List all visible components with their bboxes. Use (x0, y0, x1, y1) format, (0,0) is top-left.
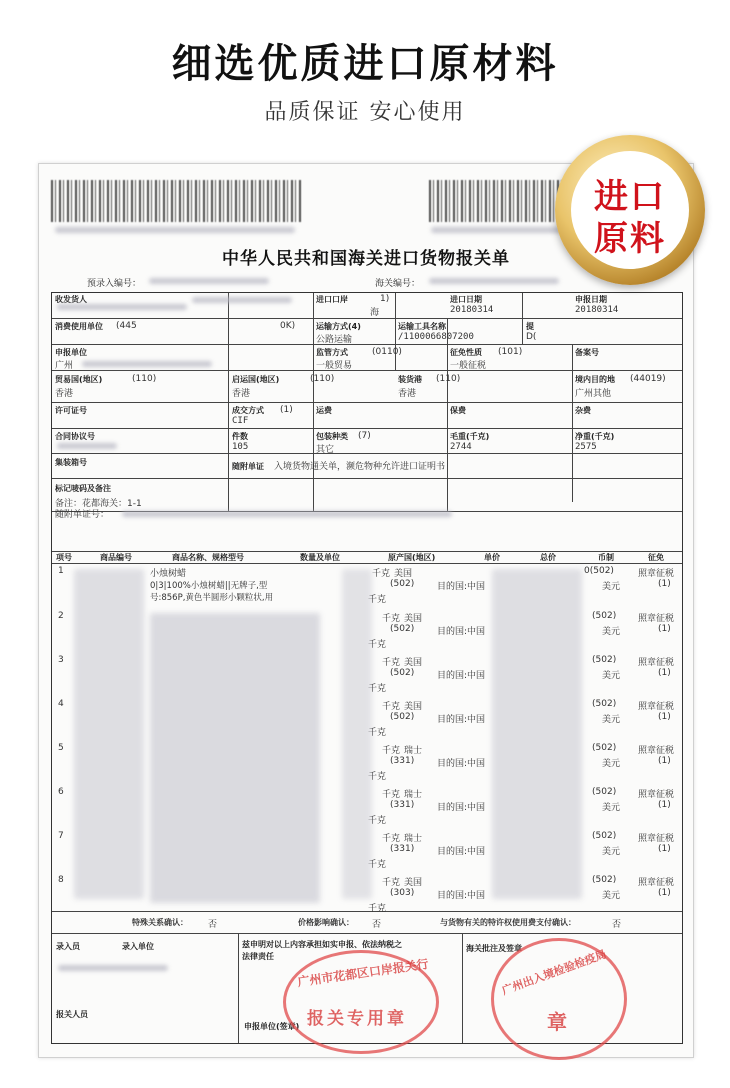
declare-date-value: 20180314 (575, 305, 619, 315)
trade-country-code: (110) (132, 374, 157, 384)
pieces-label: 件数 (232, 432, 248, 441)
redacted-hs-codes (74, 569, 144, 899)
container-label: 集装箱号 (55, 458, 87, 467)
depart-country-label: 启运国(地区) (232, 375, 280, 384)
attached-docs-label: 随附单证 (232, 462, 264, 471)
trade-country-label: 贸易国(地区) (55, 375, 103, 384)
col-item-no: 项号 (56, 553, 72, 562)
consumer-code: (445 (116, 321, 137, 331)
load-port-value: 香港 (398, 389, 417, 399)
redacted-qty (342, 569, 372, 899)
col-unit-price: 单价 (484, 553, 500, 562)
col-quantity: 数量及单位 (300, 553, 340, 562)
import-port-code: 1) (380, 294, 390, 304)
consignee-label: 收发货人 (55, 295, 87, 304)
vehicle-label: 运输工具名称 (398, 322, 446, 331)
vehicle-value: /1100066807200 (398, 332, 474, 342)
barcode-left (51, 180, 301, 222)
package-label: 包装种类 (316, 432, 348, 441)
customs-declaration-document: 中华人民共和国海关进口货物报关单 预录入编号： 海关编号： 收发货人 进口口岸 1) 海 进口日期 20180314 申报日期 20180314 消费使用单位 (445 0K) 运输方式(4) 公路运输 运输工具名称 /1100066807200 提 D( 申报单位 广州 监管方式 (0110) 一般贸易 征免性质 (101) 一般征税 备案号 贸易国(地区) (110) 香港 启运国(地区) (110) 香港 装货港 (110) 香港 境内目的地 (44019) 广州其他 许可证号 成交方式 (1) CIF 运费 保费 杂费 合同协议号 件数 105 包装种类 (7) 其它 毛重(千克) 2744 净重(千克) 2575 集装箱号 随附单证 入境货物通关单，濒危物种允许进口证明书 标记唛码及备注 备注：花都海关：1-1 随附单证号： 项号 商品编号 商品名称、规格型号 数量及单位 原产国(地区) 单价 总价 币制 征免 1 小烛树蜡 0|3|100%小烛树蜡||无牌子,型 号:856P,黄色半圆形小颗粒状,用 千克 美国 (502) 目的国:中国 0(502) 美元 照章征税 (1) 千克 2 千克 美国 (502) 目的国:中国 (502) 美元 照章征税 (1) 千克 3 千克 美国 (502) 目的国:中国 (502) 美元 照章征税 (1) 千克 4 千克 美国 (502) 目的国:中国 (502) 美元 照章征税 (1) 千克 5 千克 瑞士 (331) 目的国:中国 (502) 美元 照章征税 (1) 千克 6 千克 瑞士 (331) 目的国:中国 (502) 美元 照章征税 (1) 千克 7 千克 瑞士 (331) 目的国:中国 (502) 美元 照章征税 (1) 千克 8 千克 美国 (303) 目的国:中国 (502) 美元 照章征税 (1) 千克 特殊关系确认： 否 价格影响确认： 否 与货物有关的特许权使用费支付确认： 否 录入员 录入单位 兹申明对以上内容承担如实申报、依法纳税之 法律责任 海关批注及签章 报关人员 申报单位(签章) 广州市花都区口岸报关行 报关专用章 广州出入境检验检疫局 章 (38, 163, 694, 1058)
load-port-label: 装货港 (398, 375, 422, 384)
destination-code: (44019) (630, 374, 666, 384)
special-relation-value: 否 (208, 920, 218, 930)
import-port-label: 进口口岸 (316, 295, 348, 304)
import-date-label: 进口日期 (450, 295, 482, 304)
applicant-label: 申报单位 (55, 348, 87, 357)
load-port-code: (110) (436, 374, 461, 384)
customs-number (429, 278, 559, 284)
supervise-value: 一般贸易 (316, 361, 353, 371)
import-date-value: 20180314 (450, 305, 494, 315)
transport-value: 公路运输 (316, 335, 353, 345)
entry-unit-value (58, 965, 168, 971)
destination-value: 广州其他 (575, 389, 612, 399)
col-hs-code: 商品编号 (100, 553, 132, 562)
marks-label: 标记唛码及备注 (55, 484, 111, 493)
package-code: (7) (358, 431, 371, 441)
applicant-blur (82, 361, 212, 367)
import-port-value: 海 (370, 308, 380, 318)
declare-unit-label: 申报单位(签章) (244, 1022, 300, 1031)
net-weight-label: 净重(千克) (575, 432, 615, 441)
col-goods-name: 商品名称、规格型号 (172, 553, 244, 562)
document-title: 中华人民共和国海关进口货物报关单 (222, 249, 510, 269)
remark-value: 备注：花都海关：1-1 (55, 499, 142, 509)
hero-subtitle: 品质保证 安心使用 (264, 100, 466, 125)
tax-nature-value: 一般征税 (450, 361, 487, 371)
col-total-price: 总价 (540, 553, 556, 562)
tax-nature-label: 征免性质 (450, 348, 482, 357)
consumer-label: 消费使用单位 (55, 322, 103, 331)
badge-line2: 原料 (594, 219, 666, 259)
entry-person-label: 录入员 (56, 942, 80, 951)
insurance-label: 保费 (450, 406, 466, 415)
customs-number-label: 海关编号： (375, 279, 421, 289)
depart-country-code: (110) (310, 374, 335, 384)
barcode-digits-right (431, 227, 571, 233)
record-number-label: 备案号 (575, 348, 599, 357)
transport-label: 运输方式(4) (316, 322, 361, 331)
declaration-line2: 法律责任 (242, 952, 274, 961)
bill-value: D( (526, 332, 537, 342)
trade-country-value: 香港 (55, 389, 74, 399)
gross-weight-label: 毛重(千克) (450, 432, 490, 441)
contract-label: 合同协议号 (55, 432, 95, 441)
imported-material-badge (555, 135, 705, 285)
deal-method-label: 成交方式 (232, 406, 264, 415)
special-relation-label: 特殊关系确认： (132, 918, 188, 927)
broker-label: 报关人员 (56, 1010, 88, 1019)
freight-label: 运费 (316, 406, 332, 415)
col-currency: 币制 (598, 553, 614, 562)
badge-line1: 进口 (594, 177, 666, 217)
entry-unit-label: 录入单位 (122, 942, 154, 951)
gross-weight-value: 2744 (450, 442, 472, 452)
col-origin: 原产国(地区) (388, 553, 436, 562)
royalty-value: 否 (612, 920, 622, 930)
hero-title: 细选优质进口原材料 (171, 41, 559, 87)
redacted-goods-names (150, 613, 320, 903)
deal-method-code: (1) (280, 405, 293, 415)
declaration-grid: 收发货人 进口口岸 1) 海 进口日期 20180314 申报日期 20180314 消费使用单位 (445 0K) 运输方式(4) 公路运输 运输工具名称 /1100066807200 提 D( 申报单位 广州 监管方式 (0110) 一般贸易 征免性质 (101) 一般征税 备案号 贸易国(地区) (110) 香港 启运国(地区) (110) 香港 装货港 (110) 香港 境内目的地 (44019) 广州其他 许可证号 成交方式 (1) CIF 运费 保费 杂费 合同协议号 件数 105 包装种类 (7) 其它 毛重(千克) 2744 净重(千克) 2575 集装箱号 随附单证 入境货物通关单，濒危物种允许进口证明书 标记唛码及备注 备注：花都海关：1-1 随附单证号： 项号 商品编号 商品名称、规格型号 数量及单位 原产国(地区) 单价 总价 币制 征免 1 小烛树蜡 0|3|100%小烛树蜡||无牌子,型 号:856P,黄色半圆形小颗粒状,用 千克 美国 (502) 目的国:中国 0(502) 美元 照章征税 (1) 千克 2 千克 美国 (502) 目的国:中国 (502) 美元 照章征税 (1) 千克 3 千克 美国 (502) 目的国:中国 (502) 美元 照章征税 (1) 千克 4 千克 美国 (502) 目的国:中国 (502) 美元 照章征税 (1) 千克 5 千克 瑞士 (331) 目的国:中国 (502) 美元 照章征税 (1) 千克 6 千克 瑞士 (331) 目的国:中国 (502) 美元 照章征税 (1) 千克 7 千克 瑞士 (331) 目的国:中国 (502) 美元 照章征税 (1) 千克 8 千克 美国 (303) 目的国:中国 (502) 美元 照章征税 (1) 千克 特殊关系确认： 否 价格影响确认： 否 与货物有关的特许权使用费支付确认： 否 录入员 录入单位 兹申明对以上内容承担如实申报、依法纳税之 法律责任 海关批注及签章 报关人员 申报单位(签章) (51, 292, 683, 1044)
pre-entry-number (149, 278, 269, 284)
misc-fee-label: 杂费 (575, 406, 591, 415)
barcode-digits-left (55, 227, 295, 233)
remark-cert-label: 随附单证号： (55, 510, 110, 520)
consumer-suffix: 0K) (280, 321, 296, 331)
customs-note-label: 海关批注及签章 (466, 944, 522, 953)
tax-nature-code: (101) (498, 347, 523, 357)
attached-docs-value: 入境货物通关单，濒危物种允许进口证明书 (274, 462, 446, 472)
declare-date-label: 申报日期 (575, 295, 607, 304)
contract-value (57, 443, 117, 449)
deal-method-value: CIF (232, 416, 249, 426)
supervise-code: (0110) (372, 347, 402, 357)
license-label: 许可证号 (55, 406, 87, 415)
remark-cert-value (122, 511, 452, 517)
destination-label: 境内目的地 (575, 375, 615, 384)
redacted-prices (492, 569, 582, 899)
price-effect-value: 否 (372, 920, 382, 930)
depart-country-value: 香港 (232, 389, 251, 399)
col-levy: 征免 (648, 553, 664, 562)
net-weight-value: 2575 (575, 442, 597, 452)
declaration-line1: 兹申明对以上内容承担如实申报、依法纳税之 (242, 940, 402, 949)
consignee-value (57, 304, 187, 310)
supervise-label: 监管方式 (316, 348, 348, 357)
consignee-extra (192, 297, 292, 303)
package-value: 其它 (316, 445, 335, 455)
applicant-value: 广州 (55, 361, 74, 371)
pre-entry-label: 预录入编号： (87, 279, 142, 289)
price-effect-label: 价格影响确认： (298, 918, 354, 927)
bill-label: 提 (526, 322, 534, 331)
pieces-value: 105 (232, 442, 249, 452)
royalty-label: 与货物有关的特许权使用费支付确认： (440, 918, 576, 927)
